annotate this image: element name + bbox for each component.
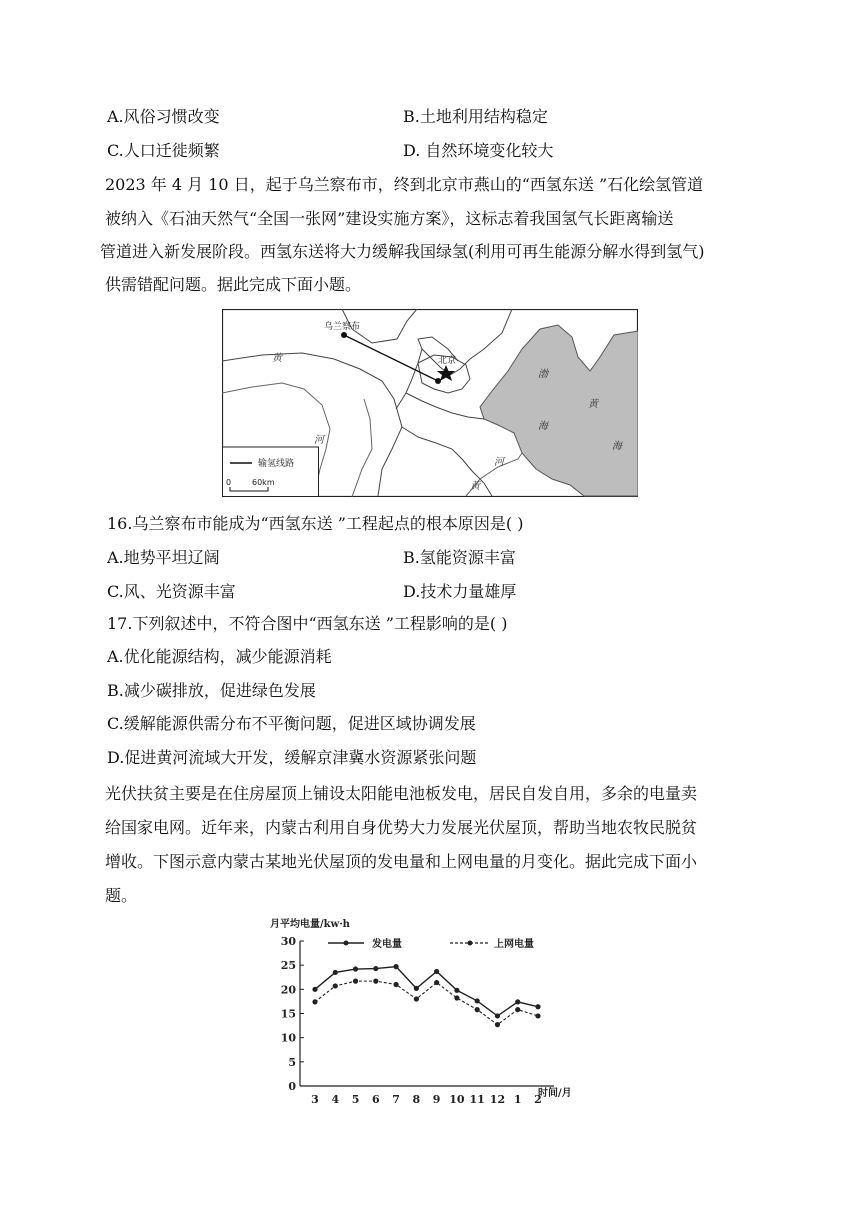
y-tick-label: 15: [280, 1007, 296, 1021]
wulanchabu-dot: [341, 332, 347, 338]
data-point-series-2: [353, 979, 358, 984]
chart-xlabel: 时间/月: [538, 1088, 572, 1099]
q15-option-c: C.人口迁徙频繁: [107, 141, 220, 160]
yellow-sea-label: 海: [612, 441, 622, 452]
wulanchabu-label: 乌兰察布: [324, 322, 361, 332]
passage2-line: 光伏扶贫主要是在住房屋顶上铺设太阳能电池板发电，居民自发自用，多余的电量卖: [105, 784, 698, 803]
q16-option-a: A.地势平坦辽阔: [107, 548, 220, 567]
q17-option-c: C.缓解能源供需分布不平衡问题，促进区域协调发展: [107, 714, 476, 733]
q17-option-a: A.优化能源结构，减少能源消耗: [107, 647, 332, 666]
data-point-series-2: [312, 999, 317, 1004]
data-point-series-2: [454, 995, 459, 1000]
series-line-2: [315, 981, 538, 1025]
legend-series-1: 发电量: [372, 939, 402, 950]
q15-option-b: B.土地利用结构稳定: [403, 107, 548, 126]
data-point-series-1: [333, 970, 338, 975]
x-tick-label: 9: [432, 1093, 441, 1106]
x-tick-label: 7: [392, 1093, 400, 1106]
x-tick-label: 11: [469, 1093, 485, 1106]
data-point-series-1: [535, 1004, 540, 1009]
legend-dashed-marker: [468, 941, 473, 946]
data-point-series-2: [373, 979, 378, 984]
q16-option-d: D.技术力量雄厚: [403, 582, 517, 601]
y-tick-label: 0: [288, 1080, 296, 1093]
pv-monthly-chart: [268, 913, 594, 1113]
x-tick-label: 5: [351, 1093, 360, 1106]
map-legend-box: [223, 447, 319, 497]
data-point-series-1: [393, 964, 398, 969]
yellow-river-label: 河: [314, 435, 324, 446]
q15-option-d: D. 自然环境变化较大: [403, 141, 554, 160]
y-tick-label: 30: [280, 935, 296, 948]
y-tick-label: 5: [288, 1055, 296, 1069]
yellow-river-label: 黄: [272, 353, 282, 364]
y-tick-label: 20: [280, 983, 296, 997]
bohai-label: 海: [538, 421, 548, 432]
q17-stem: 17.下列叙述中，不符合图中“西氢东送 ”工程影响的是( ): [107, 614, 508, 633]
scale-label: 60km: [252, 478, 275, 487]
yellow-sea-label: 黄: [588, 399, 598, 410]
x-tick-label: 4: [331, 1093, 340, 1106]
data-point-series-2: [495, 1022, 500, 1027]
q16-stem: 16.乌兰察布市能成为“西氢东送 ”工程起点的根本原因是( ): [107, 514, 524, 533]
legend-solid-marker: [344, 941, 349, 946]
data-point-series-1: [495, 1013, 500, 1018]
data-point-series-2: [393, 982, 398, 987]
data-point-series-2: [535, 1013, 540, 1018]
x-tick-label: 10: [449, 1093, 465, 1106]
data-point-series-1: [515, 999, 520, 1004]
y-tick-label: 25: [280, 959, 296, 973]
legend-series-2: 上网电量: [494, 939, 534, 950]
q17-option-b: B.减少碳排放，促进绿色发展: [107, 681, 316, 700]
x-tick-label: 12: [489, 1093, 506, 1106]
data-point-series-1: [475, 998, 480, 1003]
data-point-series-2: [434, 980, 439, 985]
data-point-series-2: [475, 1007, 480, 1012]
passage1-line: 管道进入新发展阶段。西氢东送将大力缓解我国绿氢(利用可再生能源分解水得到氢气): [100, 242, 705, 261]
q16-option-b: B.氢能资源丰富: [403, 548, 516, 567]
q17-option-d: D.促进黄河流域大开发，缓解京津冀水资源紧张问题: [107, 748, 477, 767]
legend-line-label: 输氢线路: [258, 459, 295, 469]
x-tick-label: 6: [371, 1093, 380, 1106]
passage1-line: 2023 年 4 月 10 日，起于乌兰察布市，终到北京市燕山的“西氢东送 ”石化绘氢管道: [105, 175, 704, 194]
data-point-series-1: [312, 987, 317, 992]
yellow-river-label: 黄: [470, 481, 480, 492]
data-point-series-1: [353, 966, 358, 971]
passage2-line: 增收。下图示意内蒙古某地光伏屋顶的发电量和上网电量的月变化。据此完成下面小: [105, 852, 698, 871]
passage2-line: 给国家电网。近年来，内蒙古利用自身优势大力发展光伏屋顶，帮助当地农牧民脱贫: [105, 818, 698, 837]
data-point-series-2: [515, 1007, 520, 1012]
scale-zero: 0: [226, 478, 232, 487]
yellow-river-label: 河: [494, 457, 504, 468]
bohai-label: 渤: [538, 369, 548, 380]
data-point-series-1: [414, 986, 419, 991]
data-point-series-2: [414, 996, 419, 1001]
pipeline-map: [222, 309, 638, 497]
passage1-line: 被纳入《石油天然气“全国一张网”建设实施方案》，这标志着我国氢气长距离输送: [105, 209, 674, 228]
passage2-line: 题。: [105, 886, 138, 905]
q16-option-c: C.风、光资源丰富: [107, 582, 236, 601]
data-point-series-1: [373, 966, 378, 971]
x-tick-label: 8: [412, 1093, 421, 1106]
passage1-line: 供需错配问题。据此完成下面小题。: [105, 275, 362, 294]
data-point-series-1: [454, 988, 459, 993]
x-tick-label: 1: [513, 1093, 522, 1106]
beijing-label: 北京: [438, 356, 457, 366]
pipeline-end-dot: [435, 378, 441, 384]
y-tick-label: 10: [280, 1031, 296, 1045]
chart-ylabel: 月平均电量/kw·h: [270, 919, 350, 930]
x-tick-label: 3: [311, 1093, 319, 1106]
data-point-series-1: [434, 969, 439, 974]
data-point-series-2: [333, 983, 338, 988]
q15-option-a: A.风俗习惯改变: [107, 107, 220, 126]
x-tick-label: 2: [534, 1093, 542, 1106]
